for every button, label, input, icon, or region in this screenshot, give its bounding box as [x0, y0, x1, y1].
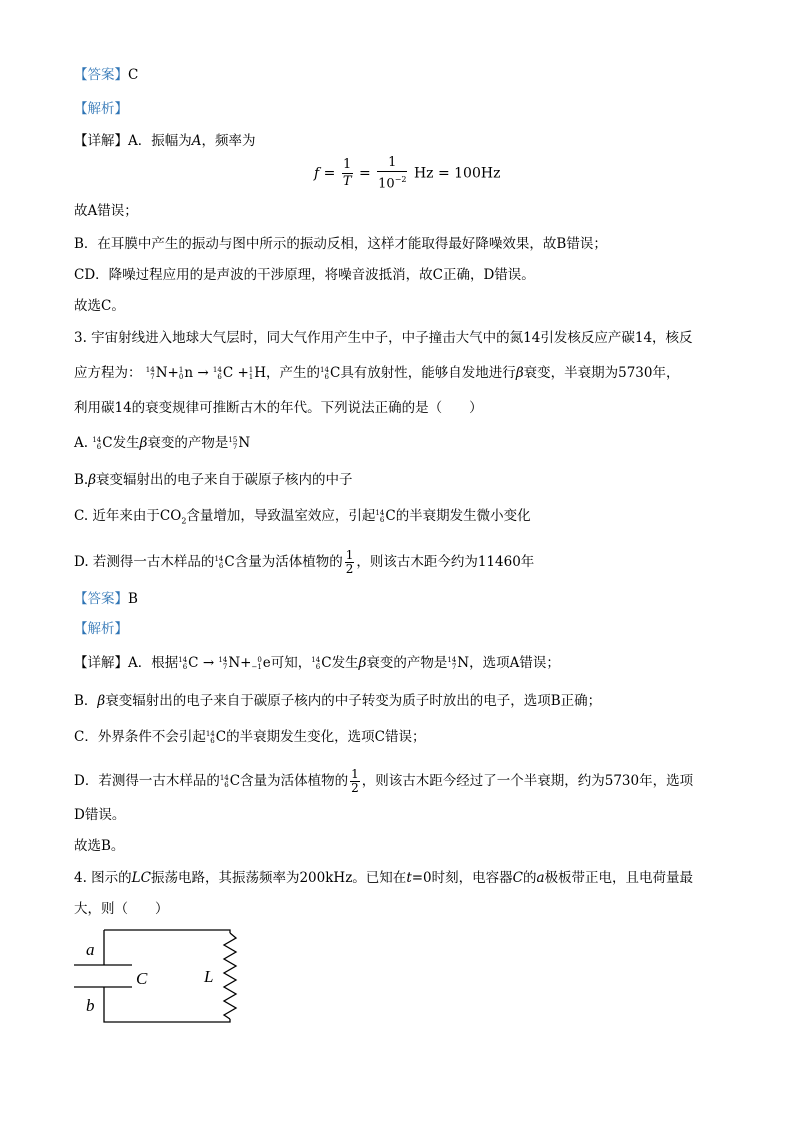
mass-number: 14: [218, 655, 228, 664]
element-symbol: C: [222, 365, 234, 381]
fraction: [377, 155, 407, 192]
label-a: a: [86, 940, 95, 959]
text-line: 故A错误；: [74, 203, 138, 219]
fraction-num: 1: [343, 157, 352, 173]
text: =0时刻，电容器: [411, 870, 513, 886]
fraction-num: 1: [351, 767, 359, 781]
answer-line-q3: [74, 590, 138, 608]
element-symbol: H: [254, 365, 267, 381]
text: 发生: [331, 655, 359, 671]
question-3-stem: 利用碳14的衰变规律可推断古木的年代。下列说法正确的是（ ）: [74, 400, 483, 416]
text: 可知，: [270, 655, 312, 671]
nuclide: [228, 437, 237, 451]
nuclide: [146, 367, 155, 381]
nuclide: [92, 437, 101, 451]
text: 衰变辐射出的电子来自于碳原子核内的中子: [96, 472, 353, 488]
question-4-stem: 大，则（ ）: [74, 901, 169, 917]
nuclide: [179, 367, 183, 381]
fraction-den: 2: [351, 781, 359, 795]
nuclide: [320, 367, 329, 381]
nuclide: [218, 657, 227, 671]
detail-text: ，频率为: [201, 133, 256, 149]
element-symbol: N: [238, 435, 251, 451]
detail-tag: 【详解】: [74, 133, 128, 149]
text: 含量为活体植物的: [240, 773, 349, 789]
formula-eq: =: [323, 165, 336, 182]
nuclide: [311, 657, 320, 671]
mass-number: 14: [145, 365, 155, 374]
plus-sign: +: [167, 365, 179, 381]
element-symbol: N: [228, 655, 241, 671]
text: ，产生的: [266, 365, 321, 381]
text-line: D错误。: [74, 807, 126, 823]
element-symbol: C: [329, 365, 341, 381]
plus-sign: +: [240, 655, 252, 671]
answer-value: B: [128, 591, 138, 607]
mass-number: 1: [248, 365, 254, 374]
mass-number: 14: [219, 773, 229, 782]
text: D．若测得一古木样品的: [74, 773, 220, 789]
nuclide: [213, 367, 222, 381]
option-a[interactable]: [74, 434, 250, 452]
text: 含量增加，导致温室效应，引起: [186, 508, 376, 524]
atomic-number: 6: [182, 662, 188, 671]
circuit-wire-top-right: [104, 930, 230, 933]
atomic-number: 6: [217, 372, 222, 381]
subscript: 2: [181, 516, 187, 526]
beta-symbol: β: [88, 472, 97, 488]
answer-tag: 【答案】: [74, 591, 128, 607]
lc-symbol: LC: [131, 870, 151, 886]
t-symbol: t: [406, 870, 412, 886]
mass-number: 14: [178, 655, 188, 664]
text: ，选项A错误；: [469, 655, 560, 671]
text-line: 故选C。: [74, 298, 125, 314]
atomic-number: 6: [224, 780, 229, 789]
text: 衰变辐射出的电子来自于碳原子核内的中子转变为质子时放出的电子，选项B正确；: [105, 693, 602, 709]
a-symbol: a: [536, 870, 545, 886]
text: 衰变的产物是: [366, 655, 448, 671]
plus-sign: +: [237, 365, 249, 381]
text: 的半衰期发生微小变化: [395, 508, 531, 524]
text: D. 若测得一古木样品的: [74, 554, 215, 570]
arrow: →: [202, 655, 215, 671]
fraction-den: 2: [345, 562, 354, 576]
text: 含量为活体植物的: [234, 554, 343, 570]
formula-eq: =: [358, 165, 371, 182]
circuit-wire-bottom: [104, 987, 230, 1022]
text: ，则该古木距今经过了一个半衰期，约为5730年，选项: [361, 773, 694, 789]
nuclide: [447, 657, 456, 671]
nuclide: [375, 510, 384, 524]
element-symbol: C: [229, 773, 241, 789]
option-b[interactable]: [74, 471, 353, 489]
option-d[interactable]: [74, 549, 534, 576]
detail-line-a: [74, 654, 560, 672]
text: 衰变的产物是: [147, 435, 229, 451]
mass-number: 14: [447, 655, 457, 664]
answer-tag: 【答案】: [74, 67, 128, 83]
detail-text: A．振幅为: [128, 133, 192, 149]
mass-number: 14: [92, 435, 102, 444]
element-symbol: C: [215, 729, 227, 745]
frequency-formula: [314, 155, 500, 192]
option-label: A.: [74, 435, 93, 451]
detail-line-b: [74, 692, 601, 710]
nuclide: [220, 775, 229, 789]
beta-symbol: β: [515, 365, 524, 381]
text: 的: [523, 870, 537, 886]
element-symbol: C: [188, 655, 199, 671]
atomic-number: 6: [379, 515, 385, 524]
atomic-number: 6: [210, 736, 215, 745]
text: B．: [74, 693, 98, 709]
detail-tag: 【详解】: [74, 655, 128, 671]
fraction-num: 1: [345, 548, 354, 562]
atomic-number: 7: [222, 662, 228, 671]
fraction: [345, 549, 355, 576]
detail-line-d: [74, 768, 693, 795]
den-exp: −2: [394, 175, 407, 184]
lc-circuit-diagram: [70, 925, 250, 1030]
nuclide: [178, 657, 187, 671]
arrow: →: [197, 365, 209, 381]
option-c[interactable]: [74, 507, 531, 531]
nuclide: [251, 657, 261, 671]
c-symbol: C: [512, 870, 523, 886]
text: 的半衰期发生变化，选项C错误；: [226, 729, 426, 745]
mass-number: 14: [320, 365, 329, 374]
analysis-tag: 【解析】: [74, 621, 128, 637]
element-symbol: C: [385, 508, 396, 524]
question-4-stem: [74, 869, 693, 887]
atomic-number: 7: [150, 372, 155, 381]
element-symbol: N: [155, 365, 168, 381]
atomic-number: 6: [324, 372, 329, 381]
mass-number: 0: [257, 655, 262, 664]
analysis-tag: 【解析】: [74, 101, 128, 117]
nuclide: [206, 731, 215, 745]
label-b: b: [86, 996, 95, 1015]
element-symbol: e: [262, 655, 271, 671]
atomic-number: 6: [96, 442, 102, 451]
atomic-number: 6: [218, 561, 224, 570]
atomic-number: 0: [178, 372, 184, 381]
amp-symbol: A: [191, 133, 202, 149]
mass-number: 14: [214, 554, 224, 563]
element-symbol: n: [184, 365, 194, 381]
fraction: [342, 157, 353, 190]
text: 4. 图示的: [74, 870, 132, 886]
element-symbol: C: [224, 554, 235, 570]
fraction-num: 1: [377, 155, 407, 172]
text: 衰变，半衰期为5730年，: [523, 365, 680, 381]
text: ，则该古木距今约为11460年: [356, 554, 535, 570]
text: A．根据: [128, 655, 179, 671]
label-l: L: [204, 967, 214, 986]
inductor-coil: [224, 933, 236, 1019]
text: 振荡电路，其振荡频率为200kHz。已知在: [150, 870, 407, 886]
beta-symbol: β: [358, 655, 367, 671]
question-3-stem: 3. 宇宙射线进入地球大气层时，同大气作用产生中子，中子撞击大气中的氮14引发核反应产碳14，核反: [74, 330, 693, 346]
question-3-equation-line: [74, 364, 679, 382]
fraction-den: [377, 172, 407, 192]
mass-number: 1: [178, 365, 184, 374]
text-line: 故选B。: [74, 838, 125, 854]
beta-symbol: β: [97, 693, 106, 709]
detail-line-a: [74, 132, 256, 150]
element-symbol: C: [321, 655, 332, 671]
text-line: B．在耳膜中产生的振动与图中所示的振动反相，这样才能取得最好降噪效果，故B错误；: [74, 236, 607, 252]
element-symbol: C: [102, 435, 113, 451]
answer-value: C: [128, 67, 139, 83]
text: 应方程为：: [74, 365, 142, 381]
text: 发生: [112, 435, 140, 451]
text: 具有放射性，能够自发地进行: [340, 365, 516, 381]
mass-number: 14: [212, 365, 222, 374]
nuclide: [249, 367, 253, 381]
label-c: C: [136, 969, 148, 988]
mass-number: 14: [311, 655, 321, 664]
atomic-number: 1: [248, 372, 254, 381]
den-base: 10: [378, 176, 395, 192]
mass-number: 14: [375, 508, 385, 517]
fraction-den: T: [342, 174, 352, 190]
answer-line-q2: [74, 66, 138, 84]
fraction: [350, 768, 360, 795]
nuclide: [214, 556, 223, 570]
text: C. 近年来由于CO: [74, 508, 182, 524]
detail-line-c: [74, 728, 425, 746]
atomic-number: −1: [251, 662, 262, 671]
beta-symbol: β: [139, 435, 148, 451]
text: C．外界条件不会引起: [74, 729, 206, 745]
mass-number: 15: [228, 435, 238, 444]
option-label: B.: [74, 472, 89, 488]
atomic-number: 7: [451, 662, 457, 671]
atomic-number: 7: [232, 442, 238, 451]
element-symbol: N: [457, 655, 470, 671]
formula-lhs: f: [314, 165, 320, 182]
text: 极板带正电，且电荷量最: [544, 870, 694, 886]
formula-result: Hz = 100Hz: [413, 165, 501, 182]
mass-number: 14: [205, 729, 215, 738]
text-line: CD．降噪过程应用的是声波的干涉原理，将噪音波抵消，故C正确，D错误。: [74, 267, 535, 283]
atomic-number: 6: [315, 662, 321, 671]
